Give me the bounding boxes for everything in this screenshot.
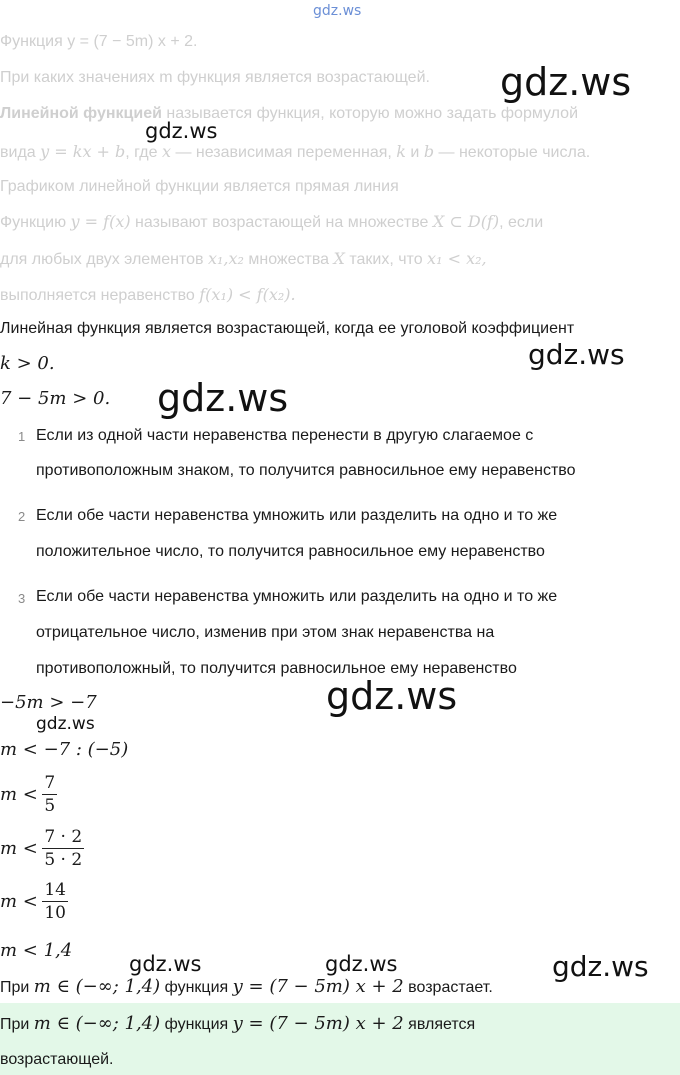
- conclusion-suffix: возрастает.: [403, 979, 493, 996]
- rule-3-line-2: отрицательное число, изменив при этом знак неравенства на: [36, 624, 495, 641]
- watermark: gdz.ws: [528, 338, 625, 371]
- fraction-denominator: 10: [44, 903, 66, 923]
- rule-3-number: 3: [18, 591, 26, 606]
- increasing-line-1: [0, 212, 543, 232]
- increasing-line-2: [0, 249, 487, 269]
- fraction-numerator: 14: [44, 880, 66, 900]
- answer-prefix: При: [0, 1016, 34, 1033]
- inequality-1: 7 − 5m > 0.: [0, 388, 111, 409]
- increasing2-text-c: таких, что: [344, 251, 428, 268]
- rule-3-line-3: противоположный, то получится равносильное ему неравенство: [36, 660, 517, 677]
- definition-line-1: [0, 105, 578, 123]
- conclusion-function: y = (7 − 5m) x + 2: [232, 976, 404, 997]
- fraction-14-10-expanded: [42, 826, 84, 871]
- definition-text: называется функция, которую можно задать формулой: [161, 105, 579, 122]
- step-5-lhs: m <: [0, 891, 38, 912]
- increasing2-text-b: множества: [243, 251, 334, 268]
- graph-line: [0, 178, 399, 196]
- ineq-f: f(x₁) < f(x₂).: [199, 285, 296, 304]
- step-4-lhs: m <: [0, 838, 38, 859]
- answer-line-1: [0, 1013, 475, 1034]
- answer-suffix: является: [403, 1016, 476, 1033]
- rule-3-line-1: Если обе части неравенства умножить или разделить на одно и то же: [36, 588, 558, 605]
- conclusion-interval: m ∈ (−∞; 1,4): [33, 976, 161, 997]
- elements-x1x2: x₁,x₂: [207, 249, 244, 268]
- watermark: gdz.ws: [129, 952, 202, 976]
- increasing-text-a: Функцию: [0, 214, 71, 231]
- watermark: gdz.ws: [326, 674, 458, 718]
- step-1: −5m > −7: [0, 692, 97, 713]
- set-X: X: [333, 249, 345, 268]
- definition-where: , где: [125, 144, 162, 161]
- definition-term: Линейной функцией: [0, 105, 162, 122]
- definition-line-2: [0, 142, 590, 162]
- watermark: gdz.ws: [145, 119, 218, 143]
- watermark: gdz.ws: [157, 376, 289, 420]
- rule-1-line-1: Если из одной части неравенства перенести в другую слагаемое с: [36, 427, 534, 444]
- k-condition: k > 0.: [0, 353, 55, 374]
- fraction-14-10: [42, 879, 68, 924]
- function-f: y = f(x): [70, 212, 131, 231]
- step-6: m < 1,4: [0, 940, 73, 961]
- watermark: gdz.ws: [552, 950, 649, 983]
- rule-2-number: 2: [18, 509, 26, 524]
- increasing-text-c: , если: [499, 214, 544, 231]
- fraction-numerator: 7: [44, 773, 56, 793]
- rule-2-line-2: положительное число, то получится равносильное ему неравенство: [36, 543, 545, 560]
- rule-2-line-1: Если обе части неравенства умножить или разделить на одно и то же: [36, 507, 558, 524]
- fraction-denominator: 5 · 2: [44, 850, 83, 870]
- answer-interval: m ∈ (−∞; 1,4): [33, 1013, 161, 1034]
- increasing2-text-a: для любых двух элементов: [0, 251, 208, 268]
- task-line-1: [0, 33, 197, 51]
- increasing-line-3: [0, 285, 296, 305]
- conclusion-func-word: функция: [160, 979, 233, 996]
- step-2: m < −7 : (−5): [0, 739, 129, 760]
- var-b: b: [423, 142, 435, 161]
- definition-numbers: — некоторые числа.: [434, 144, 591, 161]
- conclusion-prefix: При: [0, 979, 34, 996]
- answer-line-2: возрастающей.: [0, 1051, 114, 1068]
- increasing-text-b: называют возрастающей на множестве: [130, 214, 433, 231]
- step-3: [0, 772, 57, 817]
- fraction-numerator: 7 · 2: [44, 827, 83, 847]
- definition-prefix: вида: [0, 144, 41, 161]
- ineq-x1-x2: x₁ < x₂,: [427, 249, 487, 268]
- rule-1-line-2: противоположным знаком, то получится равносильное ему неравенство: [36, 462, 576, 479]
- task-text: Функция y = (7 − 5m) x + 2.: [0, 33, 198, 50]
- answer-box: [0, 1003, 680, 1075]
- linear-formula: y = kx + b: [40, 142, 126, 161]
- set-x: X ⊂ D(f): [432, 212, 500, 231]
- var-x: x: [161, 142, 171, 161]
- fraction-denominator: 5: [44, 796, 56, 816]
- watermark-top: gdz.ws: [313, 3, 362, 19]
- watermark: gdz.ws: [500, 60, 632, 104]
- step-4: [0, 826, 84, 871]
- answer-func-word: функция: [160, 1016, 233, 1033]
- conclusion: [0, 976, 493, 997]
- rule-1-number: 1: [18, 429, 26, 444]
- definition-independent: — независимая переменная,: [171, 144, 397, 161]
- solution-statement: Линейная функция является возрастающей, когда ее уголовой коэффициент: [0, 320, 575, 337]
- definition-and: и: [405, 144, 424, 161]
- var-k: k: [396, 142, 406, 161]
- watermark: gdz.ws: [325, 952, 398, 976]
- answer-function: y = (7 − 5m) x + 2: [232, 1013, 404, 1034]
- watermark: gdz.ws: [36, 714, 95, 734]
- task-question: При каких значениях m функция является возрастающей.: [0, 69, 430, 86]
- step-3-lhs: m <: [0, 784, 38, 805]
- step-5: [0, 879, 68, 924]
- increasing3-text-a: выполняется неравенство: [0, 287, 200, 304]
- task-line-2: [0, 69, 430, 87]
- fraction-7-5: [42, 772, 57, 817]
- graph-text: Графиком линейной функции является прямая линия: [0, 178, 399, 195]
